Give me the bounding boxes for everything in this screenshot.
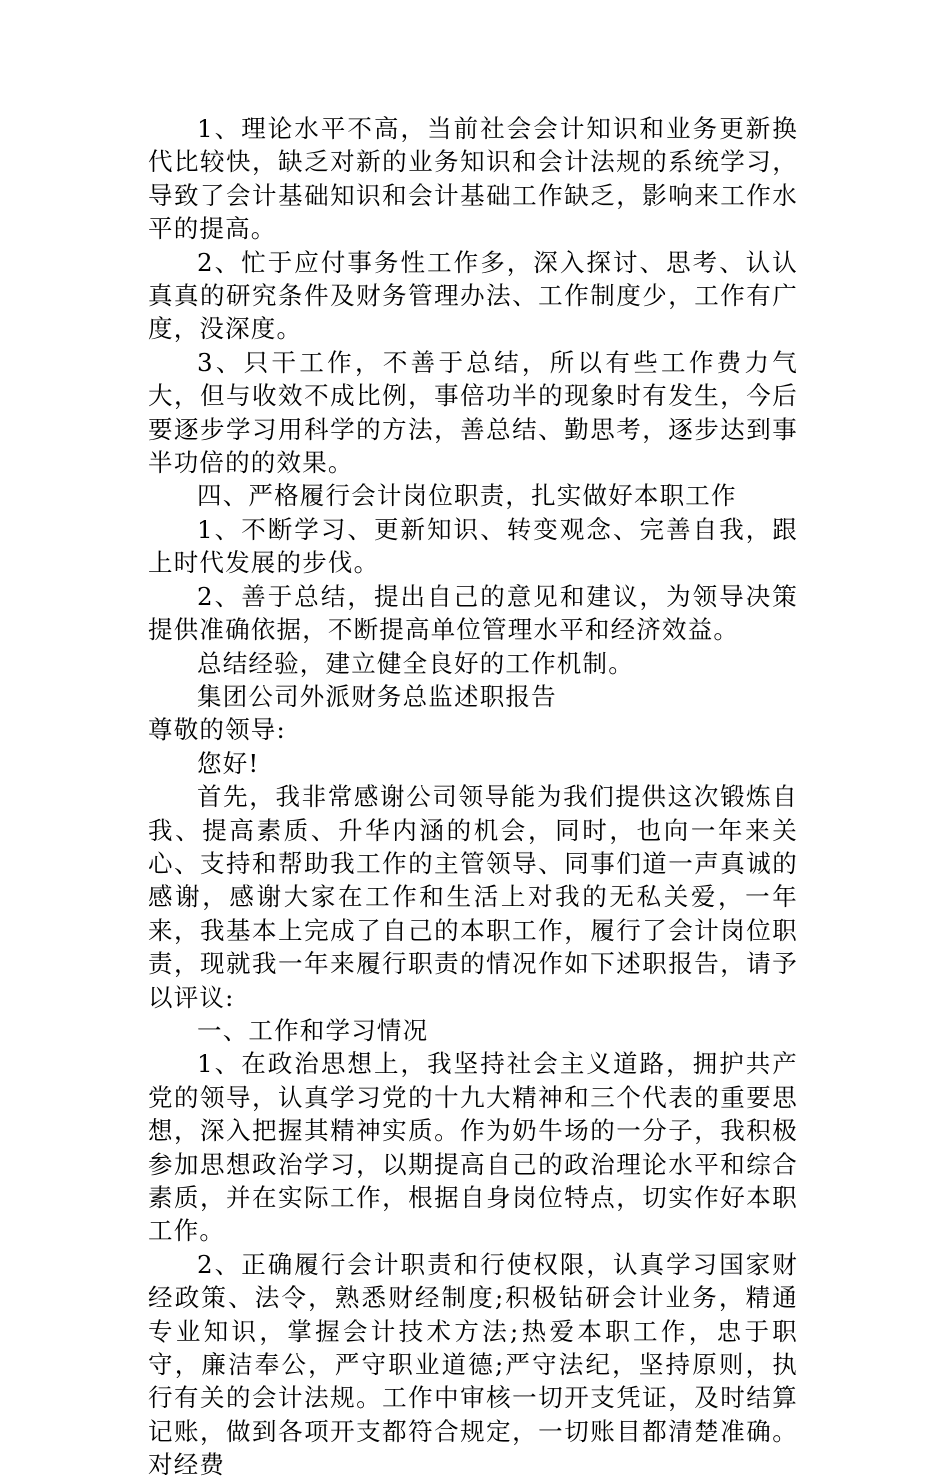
- salutation: 尊敬的领导:: [148, 715, 286, 745]
- paragraph: 1、在政治思想上，我坚持社会主义道路，拥护共产党的领导，认真学习党的十九大精神和三个代表的重要思想，深入把握其精神实质。作为奶牛场的一分子，我积极参加思想政治学习，以期提高自己的政治理论水平和综合素质，并在实际工作，根据自身岗位特点，切实作好本职工作。: [148, 1049, 798, 1246]
- greeting: 您好!: [197, 748, 260, 778]
- paragraph: 1、不断学习、更新知识、转变观念、完善自我，跟上时代发展的步伐。: [148, 514, 798, 578]
- section-heading: 四、严格履行会计岗位职责，扎实做好本职工作: [197, 481, 737, 511]
- paragraph: 2、忙于应付事务性工作多，深入探讨、思考、认认真真的研究条件及财务管理办法、工作制度少，工作有广度，没深度。: [148, 247, 798, 344]
- paragraph: 2、善于总结，提出自己的意见和建议，为领导决策提供准确依据，不断提高单位管理水平和经济效益。: [148, 581, 798, 645]
- paragraph: 总结经验，建立健全良好的工作机制。: [197, 648, 634, 678]
- document-page: [148, 112, 798, 1482]
- paragraph: 3、只干工作，不善于总结，所以有些工作费力气大，但与收效不成比例，事倍功半的现象时有发生，今后要逐步学习用科学的方法，善总结、勤思考，逐步达到事半功倍的的效果。: [148, 347, 798, 478]
- paragraph: 1、理论水平不高，当前社会会计知识和业务更新换代比较快，缺乏对新的业务知识和会计法规的系统学习，导致了会计基础知识和会计基础工作缺乏，影响来工作水平的提高。: [148, 114, 798, 244]
- report-title: 集团公司外派财务总监述职报告: [197, 681, 557, 711]
- paragraph: 首先，我非常感谢公司领导能为我们提供这次锻炼自我、提高素质、升华内涵的机会，同时，也向一年来关心、支持和帮助我工作的主管领导、同事们道一声真诚的感谢，感谢大家在工作和生活上对我的无私关爱，一年来，我基本上完成了自己的本职工作，履行了会计岗位职责，现就我一年来履行职责的情况作如下述职报告，请予以评议:: [148, 782, 798, 1012]
- paragraph: 2、正确履行会计职责和行使权限，认真学习国家财经政策、法令，熟悉财经制度;积极钻研会计业务，精通专业知识，掌握会计技术方法;热爱本职工作，忠于职守，廉洁奉公，严守职业道德;严守法纪，坚持原则，执行有关的会计法规。工作中审核一切开支凭证，及时结算记账，做到各项开支都符合规定，一切账目都清楚准确。对经费: [148, 1249, 798, 1480]
- section-heading: 一、工作和学习情况: [197, 1015, 429, 1045]
